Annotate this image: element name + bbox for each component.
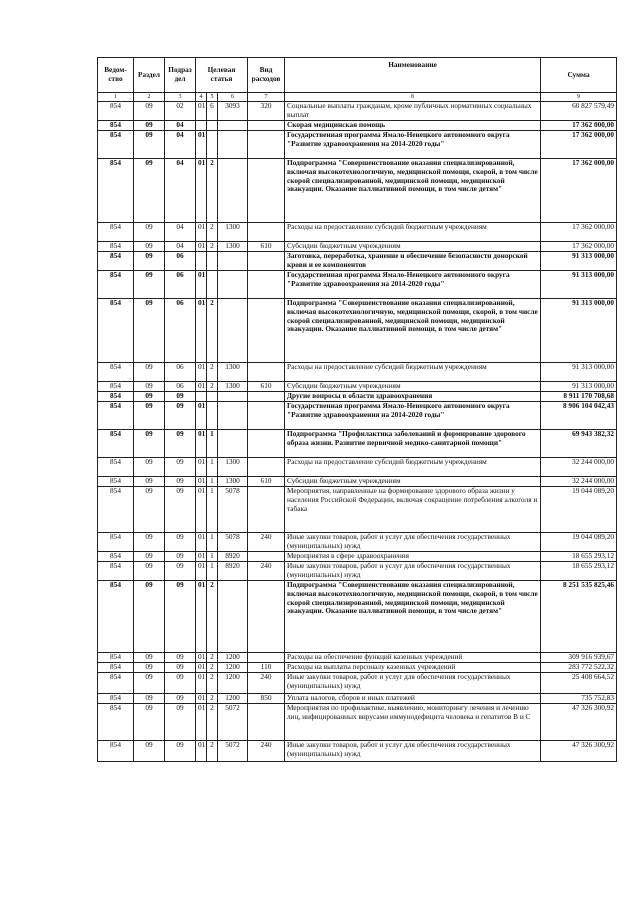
podrazdel-code: 06: [165, 363, 196, 382]
program-code: 01: [196, 430, 207, 458]
expense-type-code: 610: [248, 477, 285, 487]
subprogram-code: 2: [207, 673, 218, 694]
expense-type-code: [248, 299, 285, 363]
subprogram-code: 1: [207, 533, 218, 552]
article-code: 1300: [218, 223, 248, 242]
row-sum: 17 362 000,00: [541, 242, 617, 252]
budget-document: [97, 57, 616, 762]
row-name: Иные закупки товаров, работ и услуг для обеспечения государственных (муниципальных) нужд: [285, 673, 541, 694]
row-name: Иные закупки товаров, работ и услуг для обеспечения государственных (муниципальных) нужд: [285, 533, 541, 552]
subprogram-code: [207, 402, 218, 430]
table-row: [98, 477, 617, 487]
column-number: 9: [541, 93, 617, 102]
razdel-code: 09: [134, 487, 165, 533]
program-code: 01: [196, 242, 207, 252]
table-row: [98, 271, 617, 299]
razdel-code: 09: [134, 663, 165, 673]
podrazdel-code: 04: [165, 242, 196, 252]
table-row: [98, 704, 617, 741]
ved-code: 854: [98, 252, 134, 271]
column-number: 8: [285, 93, 541, 102]
row-name: Мероприятия в сфере здравоохранения: [285, 552, 541, 562]
ved-code: 854: [98, 704, 134, 741]
article-code: [218, 430, 248, 458]
article-code: 1200: [218, 653, 248, 663]
header-target-article: Целевая статья: [196, 58, 248, 93]
row-sum: 8 906 104 042,43: [541, 402, 617, 430]
article-code: [218, 121, 248, 131]
podrazdel-code: 04: [165, 223, 196, 242]
row-sum: 17 362 000,00: [541, 121, 617, 131]
ved-code: 854: [98, 552, 134, 562]
ved-code: 854: [98, 663, 134, 673]
row-sum: 17 362 000,00: [541, 159, 617, 223]
budget-table: [97, 57, 617, 762]
row-sum: 8 911 170 708,68: [541, 392, 617, 402]
ved-code: 854: [98, 458, 134, 477]
program-code: 01: [196, 363, 207, 382]
ved-code: 854: [98, 102, 134, 121]
podrazdel-code: 09: [165, 741, 196, 762]
article-code: 1300: [218, 382, 248, 392]
table-row: [98, 487, 617, 533]
row-name: Субсидии бюджетным учреждениям: [285, 382, 541, 392]
row-sum: 32 244 000,00: [541, 477, 617, 487]
ved-code: 854: [98, 533, 134, 552]
expense-type-code: [248, 552, 285, 562]
table-row: [98, 392, 617, 402]
program-code: [196, 392, 207, 402]
row-name: Расходы на выплаты персоналу казенных учреждений: [285, 663, 541, 673]
article-code: 8920: [218, 552, 248, 562]
ved-code: 854: [98, 477, 134, 487]
article-code: 5072: [218, 741, 248, 762]
row-sum: 283 772 522,32: [541, 663, 617, 673]
expense-type-code: 110: [248, 663, 285, 673]
subprogram-code: [207, 131, 218, 159]
table-body: [98, 102, 617, 762]
column-number: 1: [98, 93, 134, 102]
row-sum: 8 251 535 825,46: [541, 581, 617, 653]
row-name: Скорая медицинская помощь: [285, 121, 541, 131]
program-code: 01: [196, 741, 207, 762]
program-code: 01: [196, 382, 207, 392]
row-name: Подпрограмма "Профилактика заболеваний и формирование здорового образа жизни. Развитие первичной медико-санитарной помощи": [285, 430, 541, 458]
subprogram-code: 2: [207, 694, 218, 704]
row-sum: 47 326 300,92: [541, 741, 617, 762]
header-razdel: Раздел: [134, 58, 165, 93]
razdel-code: 09: [134, 533, 165, 552]
article-code: [218, 159, 248, 223]
table-row: [98, 363, 617, 382]
article-code: 5078: [218, 533, 248, 552]
table-row: [98, 121, 617, 131]
table-row: [98, 430, 617, 458]
row-sum: 91 313 000,00: [541, 271, 617, 299]
header-row: [98, 58, 617, 93]
row-sum: 19 044 089,20: [541, 487, 617, 533]
table-row: [98, 458, 617, 477]
table-row: [98, 402, 617, 430]
program-code: 01: [196, 533, 207, 552]
table-row: [98, 382, 617, 392]
row-sum: 17 362 000,00: [541, 223, 617, 242]
table-row: [98, 159, 617, 223]
article-code: 3093: [218, 102, 248, 121]
razdel-code: 09: [134, 477, 165, 487]
article-code: 8920: [218, 562, 248, 581]
subprogram-code: 6: [207, 102, 218, 121]
program-code: 01: [196, 402, 207, 430]
row-name: Социальные выплаты гражданам, кроме публичных нормативных социальных выплат: [285, 102, 541, 121]
podrazdel-code: 04: [165, 131, 196, 159]
subprogram-code: [207, 392, 218, 402]
row-sum: 69 943 382,32: [541, 430, 617, 458]
ved-code: 854: [98, 271, 134, 299]
podrazdel-code: 09: [165, 533, 196, 552]
program-code: 01: [196, 704, 207, 741]
ved-code: 854: [98, 242, 134, 252]
table-row: [98, 741, 617, 762]
razdel-code: 09: [134, 673, 165, 694]
row-name: Мероприятия, направленные на формирование здорового образа жизни у населения Российской Федерации, включая сокращение потребления алкоголя и табака: [285, 487, 541, 533]
subprogram-code: 2: [207, 299, 218, 363]
expense-type-code: [248, 704, 285, 741]
razdel-code: 09: [134, 102, 165, 121]
podrazdel-code: 09: [165, 653, 196, 663]
row-name: Государственная программа Ямало-Ненецкого автономного округа "Развитие здравоохранения на 2014-2020 годы": [285, 271, 541, 299]
program-code: [196, 121, 207, 131]
article-code: 5078: [218, 487, 248, 533]
ved-code: 854: [98, 223, 134, 242]
expense-type-code: 610: [248, 382, 285, 392]
expense-type-code: [248, 581, 285, 653]
article-code: 5072: [218, 704, 248, 741]
program-code: 01: [196, 663, 207, 673]
subprogram-code: 1: [207, 562, 218, 581]
subprogram-code: 1: [207, 458, 218, 477]
razdel-code: 09: [134, 552, 165, 562]
expense-type-code: [248, 121, 285, 131]
table-row: [98, 131, 617, 159]
expense-type-code: 240: [248, 741, 285, 762]
subprogram-code: 2: [207, 653, 218, 663]
article-code: [218, 252, 248, 271]
column-number: 3: [165, 93, 196, 102]
row-name: Расходы на предоставление субсидий бюджетным учреждениям: [285, 223, 541, 242]
subprogram-code: 2: [207, 242, 218, 252]
article-code: [218, 131, 248, 159]
table-row: [98, 552, 617, 562]
razdel-code: 09: [134, 392, 165, 402]
subprogram-code: 1: [207, 477, 218, 487]
row-sum: 735 752,83: [541, 694, 617, 704]
row-name: Иные закупки товаров, работ и услуг для обеспечения государственных (муниципальных) нужд: [285, 562, 541, 581]
ved-code: 854: [98, 363, 134, 382]
subprogram-code: [207, 271, 218, 299]
expense-type-code: [248, 252, 285, 271]
expense-type-code: [248, 131, 285, 159]
podrazdel-code: 04: [165, 159, 196, 223]
podrazdel-code: 06: [165, 382, 196, 392]
ved-code: 854: [98, 402, 134, 430]
row-sum: 91 313 000,00: [541, 252, 617, 271]
razdel-code: 09: [134, 131, 165, 159]
row-name: Мероприятия по профилактике, выявлению, мониторингу лечения и лечению лиц, инфицированных вирусами иммунодефицита человека и гепатитов B и C: [285, 704, 541, 741]
podrazdel-code: 09: [165, 402, 196, 430]
row-sum: 32 244 000,00: [541, 458, 617, 477]
article-code: [218, 402, 248, 430]
razdel-code: 09: [134, 121, 165, 131]
podrazdel-code: 09: [165, 704, 196, 741]
podrazdel-code: 09: [165, 581, 196, 653]
podrazdel-code: 04: [165, 121, 196, 131]
ved-code: 854: [98, 159, 134, 223]
subprogram-code: 1: [207, 552, 218, 562]
program-code: 01: [196, 223, 207, 242]
razdel-code: 09: [134, 430, 165, 458]
podrazdel-code: 09: [165, 487, 196, 533]
ved-code: 854: [98, 382, 134, 392]
row-sum: 18 655 293,12: [541, 562, 617, 581]
row-sum: 47 326 300,92: [541, 704, 617, 741]
program-code: 01: [196, 131, 207, 159]
subprogram-code: [207, 121, 218, 131]
subprogram-code: 2: [207, 741, 218, 762]
row-name: Подпрограмма "Совершенствование оказания специализированной, включая высокотехнологичную, медицинской помощи, скорой, в том числе скорой специализированной, медицинской помощи, медицинской эвакуации. Оказание паллиативной помощи, в том числе детям": [285, 159, 541, 223]
program-code: [196, 252, 207, 271]
subprogram-code: [207, 252, 218, 271]
ved-code: 854: [98, 562, 134, 581]
row-name: Субсидии бюджетным учреждениям: [285, 242, 541, 252]
razdel-code: 09: [134, 562, 165, 581]
podrazdel-code: 09: [165, 430, 196, 458]
podrazdel-code: 09: [165, 477, 196, 487]
podrazdel-code: 09: [165, 552, 196, 562]
table-row: [98, 653, 617, 663]
podrazdel-code: 06: [165, 299, 196, 363]
table-row: [98, 694, 617, 704]
expense-type-code: 320: [248, 102, 285, 121]
expense-type-code: [248, 653, 285, 663]
row-name: Иные закупки товаров, работ и услуг для обеспечения государственных (муниципальных) нужд: [285, 741, 541, 762]
column-number-row: [98, 93, 617, 102]
expense-type-code: [248, 430, 285, 458]
row-name: Заготовка, переработка, хранение и обеспечение безопасности донорской крови и ее компонентов: [285, 252, 541, 271]
ved-code: 854: [98, 131, 134, 159]
ved-code: 854: [98, 741, 134, 762]
razdel-code: 09: [134, 363, 165, 382]
row-name: Расходы на предоставление субсидий бюджетным учреждениям: [285, 363, 541, 382]
subprogram-code: 2: [207, 382, 218, 392]
expense-type-code: [248, 392, 285, 402]
row-sum: 18 655 293,12: [541, 552, 617, 562]
expense-type-code: 850: [248, 694, 285, 704]
razdel-code: 09: [134, 581, 165, 653]
subprogram-code: 2: [207, 663, 218, 673]
program-code: 01: [196, 552, 207, 562]
row-sum: 91 313 000,00: [541, 299, 617, 363]
ved-code: 854: [98, 581, 134, 653]
header-ved: Ведом-ство: [98, 58, 134, 93]
program-code: 01: [196, 159, 207, 223]
column-number: 2: [134, 93, 165, 102]
ved-code: 854: [98, 299, 134, 363]
header-sum: Сумма: [541, 58, 617, 93]
expense-type-code: [248, 223, 285, 242]
article-code: 1200: [218, 663, 248, 673]
article-code: [218, 271, 248, 299]
ved-code: 854: [98, 392, 134, 402]
column-number: 5: [207, 93, 218, 102]
row-sum: 91 313 000,00: [541, 363, 617, 382]
row-sum: 309 916 939,67: [541, 653, 617, 663]
program-code: 01: [196, 271, 207, 299]
subprogram-code: 2: [207, 159, 218, 223]
article-code: 1300: [218, 477, 248, 487]
ved-code: 854: [98, 121, 134, 131]
row-sum: 60 827 579,49: [541, 102, 617, 121]
razdel-code: 09: [134, 653, 165, 663]
row-sum: 91 313 000,00: [541, 382, 617, 392]
row-sum: 17 362 000,00: [541, 131, 617, 159]
ved-code: 854: [98, 673, 134, 694]
program-code: 01: [196, 562, 207, 581]
ved-code: 854: [98, 694, 134, 704]
column-number: 7: [248, 93, 285, 102]
table-row: [98, 663, 617, 673]
razdel-code: 09: [134, 694, 165, 704]
razdel-code: 09: [134, 223, 165, 242]
table-row: [98, 252, 617, 271]
program-code: 01: [196, 477, 207, 487]
article-code: [218, 581, 248, 653]
article-code: 1200: [218, 694, 248, 704]
subprogram-code: 2: [207, 581, 218, 653]
expense-type-code: [248, 271, 285, 299]
podrazdel-code: 06: [165, 271, 196, 299]
razdel-code: 09: [134, 271, 165, 299]
expense-type-code: [248, 487, 285, 533]
razdel-code: 09: [134, 159, 165, 223]
row-name: Подпрограмма "Совершенствование оказания специализированной, включая высокотехнологичную, медицинской помощи, скорой, в том числе скорой специализированной, медицинской помощи, медицинской эвакуации. Оказание паллиативной помощи, в том числе детям": [285, 581, 541, 653]
table-row: [98, 102, 617, 121]
ved-code: 854: [98, 487, 134, 533]
program-code: 01: [196, 299, 207, 363]
expense-type-code: 240: [248, 673, 285, 694]
table-row: [98, 562, 617, 581]
razdel-code: 09: [134, 402, 165, 430]
article-code: 1300: [218, 242, 248, 252]
subprogram-code: 1: [207, 430, 218, 458]
program-code: 01: [196, 673, 207, 694]
expense-type-code: [248, 458, 285, 477]
podrazdel-code: 09: [165, 663, 196, 673]
subprogram-code: 2: [207, 704, 218, 741]
razdel-code: 09: [134, 299, 165, 363]
program-code: 01: [196, 102, 207, 121]
row-name: Субсидии бюджетным учреждениям: [285, 477, 541, 487]
table-row: [98, 673, 617, 694]
expense-type-code: [248, 402, 285, 430]
table-row: [98, 223, 617, 242]
table-row: [98, 581, 617, 653]
razdel-code: 09: [134, 382, 165, 392]
expense-type-code: 240: [248, 562, 285, 581]
podrazdel-code: 09: [165, 694, 196, 704]
row-sum: 25 408 664,52: [541, 673, 617, 694]
podrazdel-code: 06: [165, 252, 196, 271]
row-name: Государственная программа Ямало-Ненецкого автономного округа "Развитие здравоохранения на 2014-2020 годы": [285, 402, 541, 430]
article-code: [218, 299, 248, 363]
program-code: 01: [196, 581, 207, 653]
program-code: 01: [196, 694, 207, 704]
article-code: 1300: [218, 458, 248, 477]
ved-code: 854: [98, 430, 134, 458]
article-code: 1300: [218, 363, 248, 382]
column-number: 4: [196, 93, 207, 102]
program-code: 01: [196, 458, 207, 477]
podrazdel-code: 09: [165, 458, 196, 477]
article-code: [218, 392, 248, 402]
expense-type-code: [248, 363, 285, 382]
article-code: 1200: [218, 673, 248, 694]
razdel-code: 09: [134, 252, 165, 271]
ved-code: 854: [98, 653, 134, 663]
header-podrazdel: Подраз дел: [165, 58, 196, 93]
row-name: Подпрограмма "Совершенствование оказания специализированной, включая высокотехнологичную, медицинской помощи, скорой, в том числе скорой специализированной, медицинской помощи, медицинской эвакуации. Оказание паллиативной помощи, в том числе детям": [285, 299, 541, 363]
razdel-code: 09: [134, 458, 165, 477]
expense-type-code: 610: [248, 242, 285, 252]
row-name: Расходы на предоставление субсидий бюджетным учреждениям: [285, 458, 541, 477]
expense-type-code: [248, 159, 285, 223]
razdel-code: 09: [134, 704, 165, 741]
table-row: [98, 299, 617, 363]
table-row: [98, 242, 617, 252]
razdel-code: 09: [134, 741, 165, 762]
row-name: Другие вопросы в области здравоохранения: [285, 392, 541, 402]
podrazdel-code: 09: [165, 673, 196, 694]
table-row: [98, 533, 617, 552]
subprogram-code: 1: [207, 487, 218, 533]
row-name: Уплата налогов, сборов и иных платежей: [285, 694, 541, 704]
program-code: 01: [196, 653, 207, 663]
row-name: Расходы на обеспечение функций казенных учреждений: [285, 653, 541, 663]
row-sum: 19 044 089,20: [541, 533, 617, 552]
program-code: 01: [196, 487, 207, 533]
row-name: Государственная программа Ямало-Ненецкого автономного округа "Развитие здравоохранения на 2014-2020 годы": [285, 131, 541, 159]
subprogram-code: 2: [207, 223, 218, 242]
subprogram-code: 2: [207, 363, 218, 382]
column-number: 6: [218, 93, 248, 102]
header-name: Наименование: [285, 58, 541, 93]
header-expense-type: Вид расходов: [248, 58, 285, 93]
podrazdel-code: 09: [165, 392, 196, 402]
podrazdel-code: 09: [165, 562, 196, 581]
razdel-code: 09: [134, 242, 165, 252]
podrazdel-code: 02: [165, 102, 196, 121]
expense-type-code: 240: [248, 533, 285, 552]
